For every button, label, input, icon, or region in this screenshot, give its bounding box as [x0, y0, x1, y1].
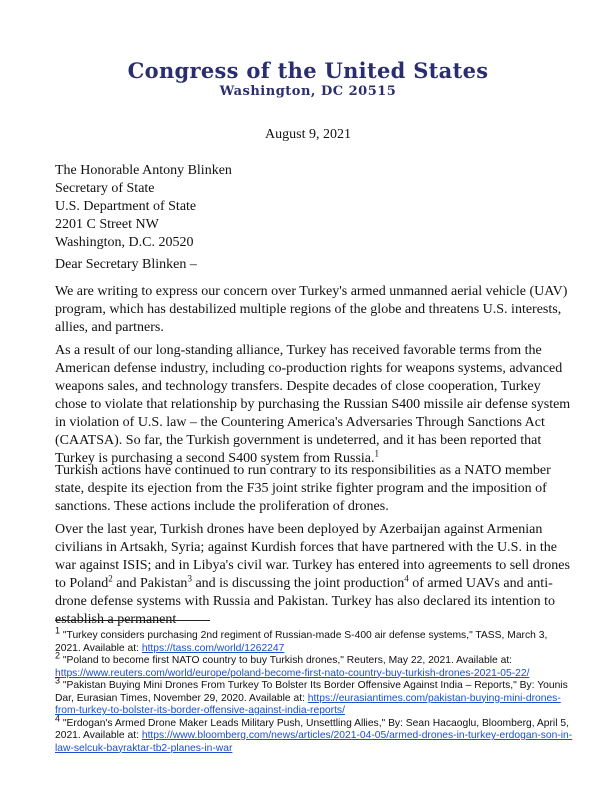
- footnote-3: [55, 675, 575, 718]
- footnote-1: [55, 625, 575, 655]
- footnote-number: 1: [55, 625, 61, 636]
- footnotes: [55, 625, 575, 755]
- footnote-text: "Poland to become first NATO country to buy Turkish drones," Reuters, May 22, 2021. Available at:: [60, 655, 513, 666]
- paragraph-4-text-d: of armed UAVs and anti-drone defense systems with Russia and Pakistan. Turkey has also declared its intention to establish a permanent: [55, 576, 556, 627]
- paragraph-1: We are writing to express our concern over Turkey's armed unmanned aerial vehicle (UAV) program, which has destabilized multiple regions of the globe and threatens U.S. interests, allies, and partners.: [55, 284, 568, 335]
- paragraph-4-text-a: Over the last year, Turkish drones have been deployed by Azerbaijan against Armenian civilians in Artsakh, Syria; against Kurdish forces that have partnered with the U.S. in the war against ISIS; and in Libya's civil war. Turkey has entered into agreements to sell drones to Poland: [55, 522, 570, 591]
- footnote-link[interactable]: https://www.reuters.com/world/europe/poland-become-first-nato-country-buy-turkish-drones-2021-05-22/: [55, 667, 530, 679]
- paragraph-4-text-b: and Pakistan: [112, 576, 188, 591]
- paragraph-2-text: As a result of our long-standing alliance, Turkey has received favorable terms from the American defense industry, including co-production rights for weapons systems, advanced weapons sales, and technology transfers. Despite decades of close cooperation, Turkey chose to violate that relationship by purchasing the Russian S400 missile air defense system in violation of U.S. law – the Countering America's Adversaries Through Sanctions Act (CAATSA). So far, the Turkish government is undeterred, and it has been reported that Turkey is purchasing a second S400 system from Russia.: [55, 343, 571, 466]
- address-line: 2201 C Street NW: [55, 217, 159, 232]
- footnote-ref-3: 3: [187, 573, 192, 584]
- paragraph-4-text-c: and is discussing the joint production: [191, 576, 405, 591]
- footnote-ref-4: 4: [404, 573, 409, 584]
- address-line: Washington, D.C. 20520: [55, 235, 194, 250]
- footnote-ref-2: 2: [108, 573, 113, 584]
- letterhead-title: Congress of the United States: [127, 58, 489, 83]
- salutation: Dear Secretary Blinken –: [55, 257, 197, 272]
- paragraph-2: [55, 342, 575, 468]
- address-line: Secretary of State: [55, 181, 155, 196]
- letterhead-subtitle: Washington, DC 20515: [219, 84, 397, 99]
- footnote-text: "Turkey considers purchasing 2nd regiment of Russian-made S-400 air defense systems," TASS, March 3, 2021. Available at:: [55, 630, 548, 654]
- footnote-divider: [55, 620, 210, 621]
- footnote-number: 2: [55, 650, 61, 661]
- paragraph-3: Turkish actions have continued to run contrary to its responsibilities as a NATO member state, despite its ejection from the F35 joint strike fighter program and the imposition of sanctions. These actions include the proliferation of drones.: [55, 463, 551, 514]
- footnote-number: 3: [55, 675, 61, 686]
- footnote-text: "Pakistan Buying Mini Drones From Turkey To Bolster Its Border Offensive Against India – Reports," By: Younis Dar, Eurasian Times, November 29, 2020. Available at:: [55, 680, 568, 704]
- paragraph-4: [55, 521, 575, 629]
- letter-date: August 9, 2021: [265, 127, 351, 142]
- footnote-2: [55, 650, 575, 680]
- footnote-number: 4: [55, 713, 61, 724]
- footnote-ref-1: 1: [374, 448, 380, 459]
- address-line: U.S. Department of State: [55, 199, 197, 214]
- address-line: The Honorable Antony Blinken: [55, 163, 232, 178]
- footnote-link[interactable]: https://eurasiantimes.com/pakistan-buying-mini-drones-from-turkey-to-bolster-its-border-offensive-against-india-reports/: [55, 692, 561, 716]
- footnote-link[interactable]: https://tass.com/world/1262247: [141, 642, 285, 654]
- recipient-address: [55, 162, 575, 252]
- footnote-4: [55, 713, 575, 756]
- footnote-link[interactable]: https://www.bloomberg.com/news/articles/2021-04-05/armed-drones-in-turkey-erdogan-son-in-law-selcuk-bayraktar-tb2-planes-in-war: [55, 730, 573, 754]
- footnote-text: "Erdogan's Armed Drone Maker Leads Military Push, Unsettling Allies," By: Sean Hacaoglu, Bloomberg, April 5, 2021. Available at:: [55, 717, 569, 741]
